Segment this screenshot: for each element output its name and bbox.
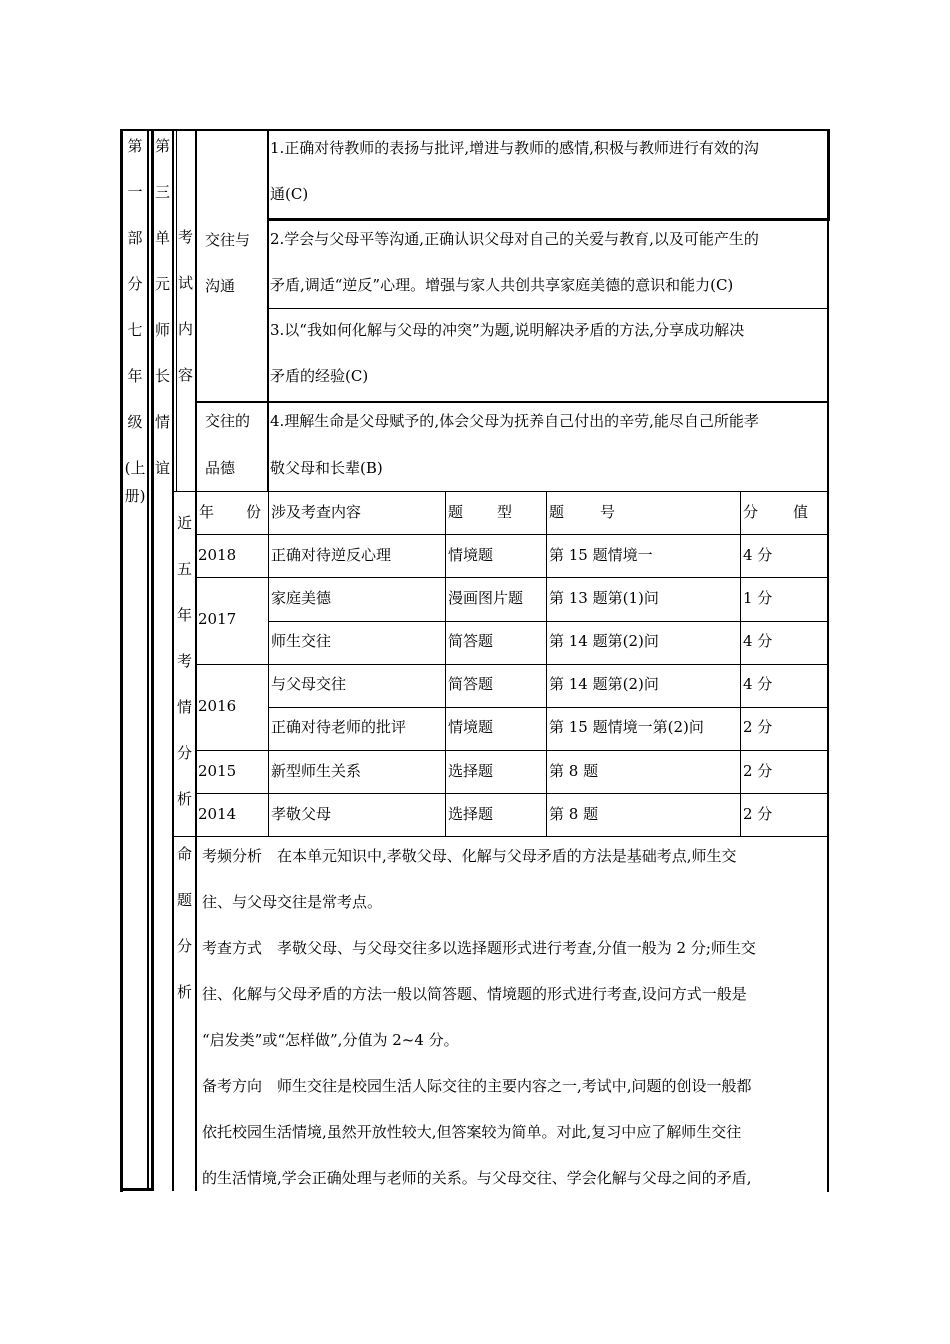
content-item-1-line1: 1.正确对待教师的表扬与批评,增进与教师的感情,积极与教师进行有效的沟 bbox=[270, 139, 759, 157]
analysis-line: 往、与父母交往是常考点。 bbox=[202, 893, 383, 911]
analysis-char: 五 bbox=[176, 560, 192, 578]
cell-content: 师生交往 bbox=[271, 632, 332, 650]
exam-content-char: 容 bbox=[177, 366, 193, 384]
part-char: 级 bbox=[127, 413, 143, 431]
header-content: 涉及考查内容 bbox=[271, 503, 362, 521]
year-cell: 2015 bbox=[198, 762, 237, 780]
part-char: (上 bbox=[124, 459, 146, 477]
cell-content: 正确对待逆反心理 bbox=[271, 546, 392, 564]
cell-content: 正确对待老师的批评 bbox=[271, 718, 407, 736]
analysis-line: “启发类”或“怎样做”,分值为 2~4 分。 bbox=[202, 1031, 459, 1049]
table-border-top bbox=[121, 129, 830, 131]
content-item-2-line2: 矛盾,调适“逆反”心理。增强与家人共创共享家庭美德的意识和能力(C) bbox=[270, 276, 734, 294]
row-sep-4 bbox=[174, 491, 829, 492]
part-char: 年 bbox=[127, 367, 143, 385]
part-char: 部 bbox=[127, 229, 143, 247]
header-score-a: 分 bbox=[743, 503, 759, 521]
row-sep-3 bbox=[196, 401, 829, 403]
cell-score: 1 分 bbox=[743, 589, 773, 607]
analysis-char: 考 bbox=[176, 652, 192, 670]
unit-char: 情 bbox=[154, 413, 170, 431]
cell-num: 第 14 题第(2)问 bbox=[549, 675, 659, 693]
exam-content-char: 试 bbox=[177, 274, 193, 292]
header-year-a: 年 bbox=[199, 503, 215, 521]
exam-row-5 bbox=[268, 707, 829, 708]
part-char: 第 bbox=[127, 137, 143, 155]
analysis-line: 备考方向 师生交往是校园生活人际交往的主要内容之一,考试中,问题的创设一般都 bbox=[202, 1077, 752, 1095]
exam-row-6 bbox=[196, 750, 829, 751]
table-border-right-top bbox=[827, 129, 830, 221]
cell-type: 选择题 bbox=[448, 805, 494, 823]
cell-num: 第 8 题 bbox=[549, 805, 599, 823]
analysis-line: 的生活情境,学会正确处理与老师的关系。与父母交往、学会化解与父母之间的矛盾, bbox=[202, 1169, 752, 1187]
year-cell: 2014 bbox=[198, 805, 237, 823]
exam-row-2 bbox=[196, 577, 829, 578]
header-type-a: 题 bbox=[448, 503, 464, 521]
cell-type: 选择题 bbox=[448, 762, 494, 780]
cell-content: 新型师生关系 bbox=[271, 762, 362, 780]
unit-char: 谊 bbox=[154, 459, 170, 477]
exam-row-1 bbox=[196, 534, 829, 535]
part-char: 七 bbox=[127, 321, 143, 339]
proposition-char: 命 bbox=[176, 845, 192, 863]
col4-divider bbox=[267, 129, 269, 492]
part-char: 分 bbox=[127, 275, 143, 293]
cell-type: 简答题 bbox=[448, 675, 494, 693]
analysis-line: 依托校园生活情境,虽然开放性较大,但答案较为简单。对此,复习中应了解师生交往 bbox=[202, 1123, 742, 1141]
cell-num: 第 13 题第(1)问 bbox=[549, 589, 659, 607]
part-char: 册) bbox=[124, 487, 146, 505]
year-cell: 2016 bbox=[198, 697, 237, 715]
content-item-1-line2: 通(C) bbox=[270, 185, 309, 203]
analysis-char: 年 bbox=[176, 606, 192, 624]
exam-content-char: 内 bbox=[177, 320, 193, 338]
proposition-char: 析 bbox=[176, 983, 192, 1001]
part-char: 一 bbox=[127, 183, 143, 201]
cell-score: 2 分 bbox=[743, 762, 773, 780]
header-score-b: 值 bbox=[793, 503, 809, 521]
unit-char: 师 bbox=[154, 321, 170, 339]
proposition-char: 分 bbox=[176, 937, 192, 955]
group-communication-line2: 沟通 bbox=[205, 277, 236, 295]
exam-row-8 bbox=[174, 836, 829, 837]
unit-char: 长 bbox=[154, 367, 170, 385]
cell-type: 简答题 bbox=[448, 632, 494, 650]
cell-num: 第 15 题情境一第(2)问 bbox=[549, 718, 704, 736]
proposition-analysis-label bbox=[174, 843, 195, 1027]
unit-char: 元 bbox=[154, 275, 170, 293]
row-sep-2 bbox=[267, 308, 829, 309]
cell-score: 2 分 bbox=[743, 805, 773, 823]
exam-row-7 bbox=[196, 793, 829, 794]
analysis-char: 情 bbox=[176, 698, 192, 716]
content-item-4-line1: 4.理解生命是父母赋予的,体会父母为抚养自己付出的辛劳,能尽自己所能孝 bbox=[270, 412, 759, 430]
col3-right-divider bbox=[195, 129, 197, 1191]
cell-type: 漫画图片题 bbox=[448, 589, 524, 607]
year-cell: 2017 bbox=[198, 610, 237, 628]
analysis-char: 分 bbox=[176, 744, 192, 762]
cell-num: 第 14 题第(2)问 bbox=[549, 632, 659, 650]
year-cell: 2018 bbox=[198, 546, 237, 564]
five-year-analysis-label bbox=[174, 512, 195, 834]
unit-label-column bbox=[153, 135, 172, 503]
header-year-b: 份 bbox=[246, 503, 262, 521]
cell-num: 第 15 题情境一 bbox=[549, 546, 653, 564]
content-item-3-line2: 矛盾的经验(C) bbox=[270, 367, 369, 385]
header-num-b: 号 bbox=[600, 503, 616, 521]
analysis-line: 考频分析 在本单元知识中,孝敬父母、化解与父母矛盾的方法是基础考点,师生交 bbox=[202, 847, 737, 865]
unit-char: 三 bbox=[154, 183, 170, 201]
analysis-char: 近 bbox=[176, 514, 192, 532]
exam-content-char: 考 bbox=[177, 228, 193, 246]
cell-num: 第 8 题 bbox=[549, 762, 599, 780]
analysis-line: 往、化解与父母矛盾的方法一般以简答题、情境题的形式进行考查,设问方式一般是 bbox=[202, 985, 747, 1003]
content-item-3-line1: 3.以“我如何化解与父母的冲突”为题,说明解决矛盾的方法,分享成功解决 bbox=[270, 321, 745, 339]
cell-content: 家庭美德 bbox=[271, 589, 332, 607]
exam-row-3 bbox=[268, 621, 829, 622]
header-num-a: 题 bbox=[549, 503, 565, 521]
cell-content: 与父母交往 bbox=[271, 675, 347, 693]
unit-char: 第 bbox=[154, 137, 170, 155]
group-communication-line1: 交往与 bbox=[205, 231, 251, 249]
unit-char: 单 bbox=[154, 229, 170, 247]
analysis-line: 考查方式 孝敬父母、与父母交往多以选择题形式进行考查,分值一般为 2 分;师生交 bbox=[202, 939, 756, 957]
content-item-2-line1: 2.学会与父母平等沟通,正确认识父母对自己的关爱与教育,以及可能产生的 bbox=[270, 230, 759, 248]
group-virtue-line1: 交往的 bbox=[205, 412, 251, 430]
exam-row-4 bbox=[196, 664, 829, 665]
exam-content-label bbox=[176, 226, 195, 410]
cell-score: 4 分 bbox=[743, 632, 773, 650]
analysis-char: 析 bbox=[176, 790, 192, 808]
cell-content: 孝敬父母 bbox=[271, 805, 332, 823]
group-virtue-line2: 品德 bbox=[205, 459, 236, 477]
header-type-b: 型 bbox=[497, 503, 513, 521]
row-sep-1 bbox=[267, 218, 830, 221]
cell-score: 4 分 bbox=[743, 675, 773, 693]
cell-type: 情境题 bbox=[448, 718, 494, 736]
cell-score: 4 分 bbox=[743, 546, 773, 564]
content-item-4-line2: 敬父母和长辈(B) bbox=[270, 459, 383, 477]
part-label-column bbox=[123, 135, 147, 531]
cell-score: 2 分 bbox=[743, 718, 773, 736]
cell-type: 情境题 bbox=[448, 546, 494, 564]
col1-divider bbox=[147, 129, 149, 1191]
proposition-char: 题 bbox=[176, 891, 192, 909]
